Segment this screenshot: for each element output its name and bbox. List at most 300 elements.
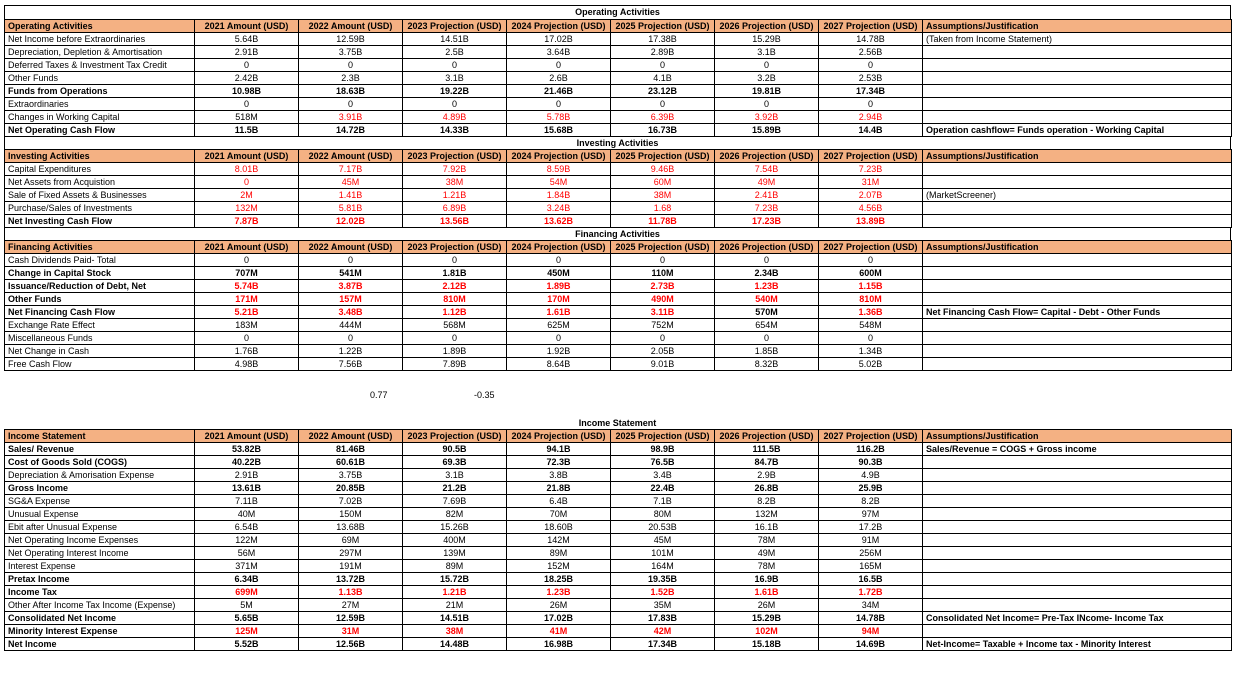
value-cell: 4.56B (819, 202, 923, 215)
value-cell: 3.92B (715, 111, 819, 124)
value-cell: 165M (819, 560, 923, 573)
row-label: Ebit after Unusual Expense (5, 521, 195, 534)
value-cell: 13.62B (507, 215, 611, 228)
value-cell: 752M (611, 319, 715, 332)
value-cell: 6.34B (195, 573, 299, 586)
value-cell: 0 (611, 254, 715, 267)
row-label: Depreciation, Depletion & Amortisation (5, 46, 195, 59)
value-cell: 8.32B (715, 358, 819, 371)
value-cell: 53.82B (195, 443, 299, 456)
value-cell: 35M (611, 599, 715, 612)
value-cell: 69.3B (403, 456, 507, 469)
value-cell: 13.56B (403, 215, 507, 228)
value-cell: 17.38B (611, 33, 715, 46)
value-cell: 54M (507, 176, 611, 189)
row-label: Net Change in Cash (5, 345, 195, 358)
table-row (5, 215, 1232, 228)
column-header: 2024 Projection (USD) (507, 20, 611, 33)
value-cell: 0 (299, 98, 403, 111)
value-cell: 3.11B (611, 306, 715, 319)
value-cell: 570M (715, 306, 819, 319)
value-cell: 17.2B (819, 521, 923, 534)
value-cell: 16.5B (819, 573, 923, 586)
row-label: Cash Dividends Paid- Total (5, 254, 195, 267)
value-cell: 13.72B (299, 573, 403, 586)
note-cell (923, 111, 1232, 124)
value-cell: 3.1B (403, 469, 507, 482)
table-row (5, 124, 1232, 137)
row-label: Cost of Goods Sold (COGS) (5, 456, 195, 469)
value-cell: 518M (195, 111, 299, 124)
value-cell: 7.56B (299, 358, 403, 371)
note-cell (923, 482, 1232, 495)
value-cell: 22.4B (611, 482, 715, 495)
value-cell: 3.75B (299, 46, 403, 59)
value-cell: 76.5B (611, 456, 715, 469)
value-cell: 4.1B (611, 72, 715, 85)
value-cell: 2.5B (403, 46, 507, 59)
column-header: 2025 Projection (USD) (611, 150, 715, 163)
row-label: Net Income (5, 638, 195, 651)
value-cell: 38M (611, 189, 715, 202)
column-header: 2023 Projection (USD) (403, 241, 507, 254)
row-label: Free Cash Flow (5, 358, 195, 371)
value-cell: 21.8B (507, 482, 611, 495)
table-row (5, 111, 1232, 124)
value-cell: 19.81B (715, 85, 819, 98)
value-cell: 7.92B (403, 163, 507, 176)
value-cell: 0 (195, 59, 299, 72)
value-cell: 15.29B (715, 612, 819, 625)
value-cell: 0 (715, 98, 819, 111)
value-cell: 1.85B (715, 345, 819, 358)
value-cell: 5.52B (195, 638, 299, 651)
value-cell: 1.81B (403, 267, 507, 280)
row-label: Consolidated Net Income (5, 612, 195, 625)
row-label: Gross Income (5, 482, 195, 495)
value-cell: 0 (195, 176, 299, 189)
row-label: Interest Expense (5, 560, 195, 573)
value-cell: 31M (819, 176, 923, 189)
value-cell: 78M (715, 534, 819, 547)
table-row (5, 345, 1232, 358)
value-cell: 90.3B (819, 456, 923, 469)
value-cell: 142M (507, 534, 611, 547)
value-cell: 14.69B (819, 638, 923, 651)
value-cell: 1.23B (507, 586, 611, 599)
value-cell: 8.64B (507, 358, 611, 371)
note-cell (923, 72, 1232, 85)
table-row (5, 612, 1232, 625)
investing-table (4, 149, 1232, 228)
value-cell: 91M (819, 534, 923, 547)
value-cell: 1.34B (819, 345, 923, 358)
note-cell (923, 534, 1232, 547)
value-cell: 14.72B (299, 124, 403, 137)
value-cell: 17.34B (611, 638, 715, 651)
value-cell: 256M (819, 547, 923, 560)
note-cell (923, 508, 1232, 521)
value-cell: 13.61B (195, 482, 299, 495)
value-cell: 17.02B (507, 33, 611, 46)
table-row (5, 85, 1232, 98)
value-cell: 400M (403, 534, 507, 547)
value-cell: 0 (403, 59, 507, 72)
value-cell: 16.1B (715, 521, 819, 534)
column-header: 2027 Projection (USD) (819, 241, 923, 254)
value-cell: 110M (611, 267, 715, 280)
value-cell: 3.91B (299, 111, 403, 124)
value-cell: 14.48B (403, 638, 507, 651)
row-label: Net Operating Income Expenses (5, 534, 195, 547)
floating-values (4, 371, 1231, 417)
column-header: Income Statement (5, 430, 195, 443)
value-cell: 152M (507, 560, 611, 573)
row-label: Miscellaneous Funds (5, 332, 195, 345)
value-cell: 8.01B (195, 163, 299, 176)
row-label: Net Assets from Acquistion (5, 176, 195, 189)
note-cell: Sales/Revenue = COGS + Gross income (923, 443, 1232, 456)
value-cell: 625M (507, 319, 611, 332)
value-cell: 21M (403, 599, 507, 612)
value-cell: 1.23B (715, 280, 819, 293)
note-cell (923, 85, 1232, 98)
column-header: 2026 Projection (USD) (715, 241, 819, 254)
value-cell: 2.05B (611, 345, 715, 358)
financing-title: Financing Activities (4, 228, 1231, 240)
value-cell: 2.91B (195, 46, 299, 59)
column-header: 2024 Projection (USD) (507, 150, 611, 163)
row-label: Other Funds (5, 72, 195, 85)
value-cell: 2.07B (819, 189, 923, 202)
value-cell: 0 (195, 254, 299, 267)
value-cell: 11.5B (195, 124, 299, 137)
column-header: 2025 Projection (USD) (611, 430, 715, 443)
value-cell: 3.87B (299, 280, 403, 293)
value-cell: 2.89B (611, 46, 715, 59)
table-row (5, 202, 1232, 215)
value-cell: 2.94B (819, 111, 923, 124)
row-label: Changes in Working Capital (5, 111, 195, 124)
note-cell: (MarketScreener) (923, 189, 1232, 202)
value-cell: 14.33B (403, 124, 507, 137)
value-cell: 15.29B (715, 33, 819, 46)
table-row (5, 521, 1232, 534)
value-cell: 6.39B (611, 111, 715, 124)
value-cell: 1.12B (403, 306, 507, 319)
note-cell: Net-Income= Taxable + Income tax - Minority Interest (923, 638, 1232, 651)
value-cell: 18.60B (507, 521, 611, 534)
value-cell: 0 (507, 98, 611, 111)
column-header: 2026 Projection (USD) (715, 150, 819, 163)
value-cell: 15.68B (507, 124, 611, 137)
value-cell: 2.41B (715, 189, 819, 202)
value-cell: 1.72B (819, 586, 923, 599)
table-row (5, 482, 1232, 495)
table-row (5, 280, 1232, 293)
value-cell: 2.91B (195, 469, 299, 482)
value-cell: 8.2B (819, 495, 923, 508)
value-cell: 20.85B (299, 482, 403, 495)
value-cell: 132M (715, 508, 819, 521)
column-header: 2023 Projection (USD) (403, 430, 507, 443)
column-header: 2023 Projection (USD) (403, 20, 507, 33)
value-cell: 26M (715, 599, 819, 612)
column-header: 2022 Amount (USD) (299, 20, 403, 33)
value-cell: 171M (195, 293, 299, 306)
value-cell: 2.56B (819, 46, 923, 59)
value-cell: 0 (403, 254, 507, 267)
value-cell: 3.2B (715, 72, 819, 85)
note-cell (923, 202, 1232, 215)
row-label: Exchange Rate Effect (5, 319, 195, 332)
row-label: Net Income before Extraordinaries (5, 33, 195, 46)
table-row (5, 573, 1232, 586)
value-cell: 3.1B (715, 46, 819, 59)
value-cell: 38M (403, 625, 507, 638)
value-cell: 20.53B (611, 521, 715, 534)
operating-title: Operating Activities (4, 5, 1231, 19)
value-cell: 150M (299, 508, 403, 521)
column-header: 2027 Projection (USD) (819, 430, 923, 443)
note-cell: Consolidated Net Income= Pre-Tax INcome- Income Tax (923, 612, 1232, 625)
value-cell: 5.21B (195, 306, 299, 319)
value-cell: 7.54B (715, 163, 819, 176)
value-cell: 40.22B (195, 456, 299, 469)
value-cell: 26.8B (715, 482, 819, 495)
column-header: 2022 Amount (USD) (299, 241, 403, 254)
value-cell: 1.21B (403, 189, 507, 202)
value-cell: 94M (819, 625, 923, 638)
note-cell (923, 98, 1232, 111)
row-label: Net Operating Cash Flow (5, 124, 195, 137)
value-cell: 444M (299, 319, 403, 332)
column-header: 2024 Projection (USD) (507, 430, 611, 443)
value-cell: 0 (299, 332, 403, 345)
value-cell: 45M (299, 176, 403, 189)
financing-table (4, 240, 1232, 371)
value-cell: 56M (195, 547, 299, 560)
table-row (5, 72, 1232, 85)
value-cell: 19.35B (611, 573, 715, 586)
investing-title: Investing Activities (4, 137, 1231, 149)
value-cell: 34M (819, 599, 923, 612)
value-cell: 31M (299, 625, 403, 638)
value-cell: 2.34B (715, 267, 819, 280)
row-label: Issuance/Reduction of Debt, Net (5, 280, 195, 293)
value-cell: 17.34B (819, 85, 923, 98)
value-cell: 1.84B (507, 189, 611, 202)
value-cell: 11.78B (611, 215, 715, 228)
note-cell (923, 599, 1232, 612)
row-label: Deferred Taxes & Investment Tax Credit (5, 59, 195, 72)
value-cell: 111.5B (715, 443, 819, 456)
note-cell (923, 59, 1232, 72)
value-cell: 4.89B (403, 111, 507, 124)
value-cell: 3.1B (403, 72, 507, 85)
note-cell (923, 267, 1232, 280)
value-cell: 14.51B (403, 612, 507, 625)
note-cell (923, 586, 1232, 599)
value-cell: 4.9B (819, 469, 923, 482)
table-row (5, 534, 1232, 547)
value-cell: 60.61B (299, 456, 403, 469)
note-cell (923, 280, 1232, 293)
table-row (5, 332, 1232, 345)
value-cell: 7.23B (819, 163, 923, 176)
note-cell (923, 345, 1232, 358)
value-cell: 0 (611, 332, 715, 345)
column-header: Assumptions/Justification (923, 150, 1232, 163)
row-label: Depreciation & Amorisation Expense (5, 469, 195, 482)
value-cell: 3.75B (299, 469, 403, 482)
value-cell: 25.9B (819, 482, 923, 495)
note-cell (923, 625, 1232, 638)
value-cell: 90.5B (403, 443, 507, 456)
value-cell: 7.23B (715, 202, 819, 215)
value-cell: 5.74B (195, 280, 299, 293)
value-cell: 183M (195, 319, 299, 332)
row-label: Sale of Fixed Assets & Businesses (5, 189, 195, 202)
row-label: Capital Expenditures (5, 163, 195, 176)
row-label: Minority Interest Expense (5, 625, 195, 638)
column-header: 2027 Projection (USD) (819, 20, 923, 33)
value-cell: 0 (403, 98, 507, 111)
note-cell (923, 358, 1232, 371)
row-label: Other After Income Tax Income (Expense) (5, 599, 195, 612)
column-header: Financing Activities (5, 241, 195, 254)
value-cell: 157M (299, 293, 403, 306)
value-cell: 1.92B (507, 345, 611, 358)
column-header: Operating Activities (5, 20, 195, 33)
value-cell: 15.26B (403, 521, 507, 534)
table-row (5, 254, 1232, 267)
row-label: Purchase/Sales of Investments (5, 202, 195, 215)
note-cell: Operation cashflow= Funds operation - Working Capital (923, 124, 1232, 137)
value-cell: 0 (819, 332, 923, 345)
table-row (5, 625, 1232, 638)
value-cell: 6.54B (195, 521, 299, 534)
value-cell: 600M (819, 267, 923, 280)
table-row (5, 59, 1232, 72)
value-cell: 98.9B (611, 443, 715, 456)
value-cell: 810M (403, 293, 507, 306)
value-cell: 7.11B (195, 495, 299, 508)
value-cell: 0 (715, 254, 819, 267)
value-cell: 5.81B (299, 202, 403, 215)
value-cell: 170M (507, 293, 611, 306)
value-cell: 707M (195, 267, 299, 280)
note-cell (923, 573, 1232, 586)
value-cell: 41M (507, 625, 611, 638)
value-cell: 0 (611, 98, 715, 111)
row-label: SG&A Expense (5, 495, 195, 508)
value-cell: 3.4B (611, 469, 715, 482)
row-label: Net Investing Cash Flow (5, 215, 195, 228)
value-cell: 1.68 (611, 202, 715, 215)
value-cell: 0 (507, 332, 611, 345)
table-row (5, 638, 1232, 651)
value-cell: 102M (715, 625, 819, 638)
value-cell: 10.98B (195, 85, 299, 98)
value-cell: 0 (299, 59, 403, 72)
value-cell: 38M (403, 176, 507, 189)
value-cell: 810M (819, 293, 923, 306)
value-cell: 7.17B (299, 163, 403, 176)
value-cell: 191M (299, 560, 403, 573)
value-cell: 139M (403, 547, 507, 560)
note-cell (923, 293, 1232, 306)
table-row (5, 293, 1232, 306)
table-row (5, 586, 1232, 599)
note-cell (923, 254, 1232, 267)
value-cell: 12.59B (299, 612, 403, 625)
value-cell: 654M (715, 319, 819, 332)
value-cell: 42M (611, 625, 715, 638)
value-cell: 0 (195, 98, 299, 111)
value-cell: 0 (819, 98, 923, 111)
table-row (5, 189, 1232, 202)
row-label: Change in Capital Stock (5, 267, 195, 280)
value-cell: 1.52B (611, 586, 715, 599)
table-row (5, 33, 1232, 46)
value-cell: 80M (611, 508, 715, 521)
value-cell: 12.02B (299, 215, 403, 228)
value-cell: 82M (403, 508, 507, 521)
value-cell: 1.36B (819, 306, 923, 319)
value-cell: 7.69B (403, 495, 507, 508)
value-cell: 81.46B (299, 443, 403, 456)
value-cell: 2.6B (507, 72, 611, 85)
column-header: Investing Activities (5, 150, 195, 163)
table-row (5, 469, 1232, 482)
value-cell: 27M (299, 599, 403, 612)
value-cell: 12.59B (299, 33, 403, 46)
value-cell: 16.9B (715, 573, 819, 586)
value-cell: 0 (715, 332, 819, 345)
column-header: 2026 Projection (USD) (715, 20, 819, 33)
investing-header-row (5, 150, 1232, 163)
value-cell: 3.48B (299, 306, 403, 319)
operating-header-row (5, 20, 1232, 33)
column-header: 2021 Amount (USD) (195, 430, 299, 443)
note-cell (923, 469, 1232, 482)
value-cell: 7.89B (403, 358, 507, 371)
value-cell: 69M (299, 534, 403, 547)
value-cell: 49M (715, 547, 819, 560)
value-cell: 540M (715, 293, 819, 306)
column-header: 2022 Amount (USD) (299, 150, 403, 163)
value-cell: 16.98B (507, 638, 611, 651)
value-cell: 1.13B (299, 586, 403, 599)
value-cell: 1.22B (299, 345, 403, 358)
note-cell (923, 163, 1232, 176)
value-cell: 40M (195, 508, 299, 521)
value-cell: 97M (819, 508, 923, 521)
value-cell: 164M (611, 560, 715, 573)
column-header: Assumptions/Justification (923, 430, 1232, 443)
column-header: 2021 Amount (USD) (195, 20, 299, 33)
value-cell: 17.83B (611, 612, 715, 625)
value-cell: 1.15B (819, 280, 923, 293)
value-cell: 8.59B (507, 163, 611, 176)
value-cell: 0 (299, 254, 403, 267)
value-cell: 14.4B (819, 124, 923, 137)
table-row (5, 319, 1232, 332)
value-cell: 1.41B (299, 189, 403, 202)
value-cell: 7.02B (299, 495, 403, 508)
column-header: 2022 Amount (USD) (299, 430, 403, 443)
